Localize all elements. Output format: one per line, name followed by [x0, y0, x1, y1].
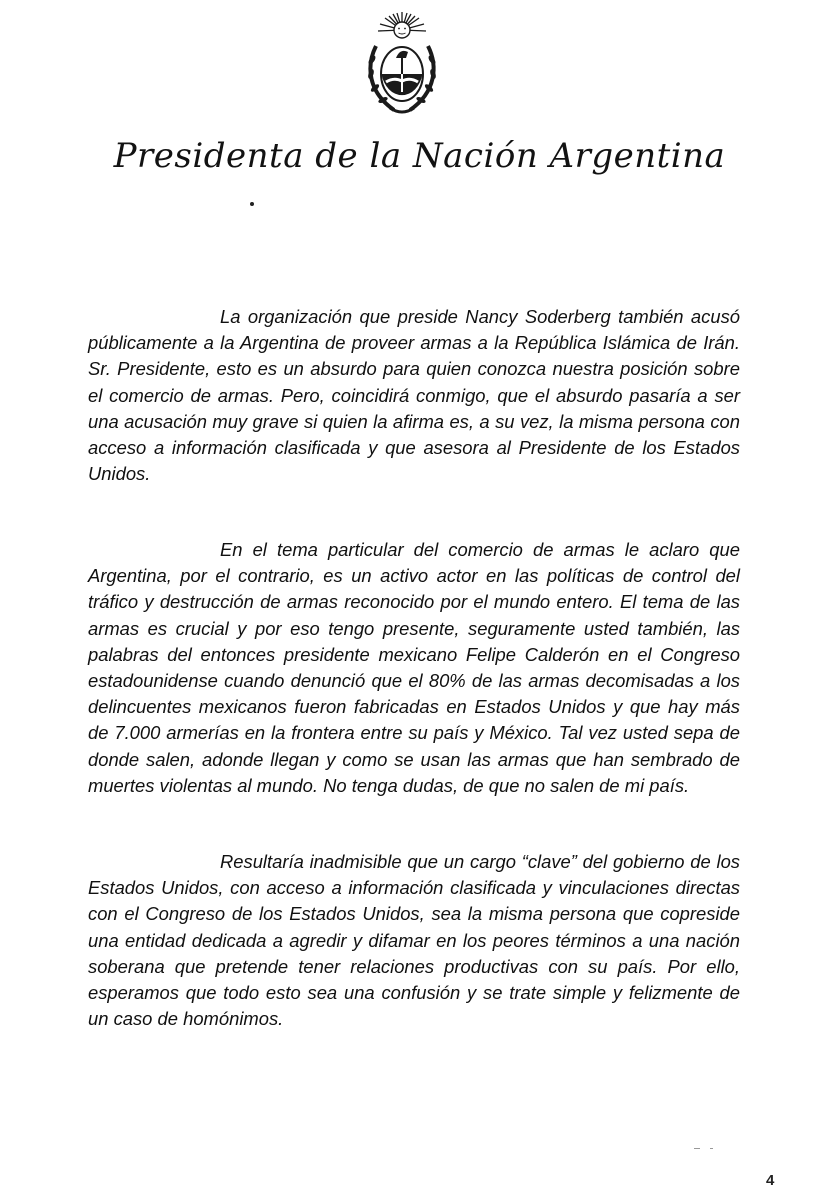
paragraph-2: En el tema particular del comercio de armas le aclaro que Argentina, por el contrario, es un activo actor en las políticas de control del tráfico y destrucción de armas reconocido por el mundo entero. El tema de las armas es crucial y por eso tengo presente, seguramente usted también, las palabras del entonces presidente mexicano Felipe Calderón en el Congreso estadounidense cuando denunció que el 80% de las armas decomisadas a los delincuentes mexicanos fueron fabricadas en Estados Unidos y que hay más de 7.000 armerías en la frontera entre su país y México. Tal vez usted sepa de donde salen, adonde llegan y como se usan las armas que han sembrado de muertes violentas al mundo. No tenga dudas, de que no salen de mi país.	[88, 539, 740, 796]
paragraph-1: La organización que preside Nancy Soderberg también acusó públicamente a la Argentina de proveer armas a la República Islámica de Irán. Sr. Presidente, esto es un absurdo para quien conozca nuestra posición sobre el comercio de armas. Pero, coincidirá conmigo, que el absurdo pasaría a ser una acusación muy grave si quien la afirma es, a su vez, la misma persona con acceso a información clasificada y que asesora al Presidente de los Estados Unidos.	[88, 306, 740, 485]
scan-mark	[694, 1148, 700, 1149]
ink-dot	[250, 202, 254, 206]
argentine-coat-of-arms-icon	[362, 10, 442, 118]
paragraph-3: Resultaría inadmisible que un cargo “clave” del gobierno de los Estados Unidos, con acceso a información clasificada y vinculaciones directas con el Congreso de los Estados Unidos, sea la misma persona que copreside una entidad dedicada a agredir y difamar en los peores términos a una nación soberana que pretende tener relaciones productivas con su país. Por ello, esperamos que todo esto sea una confusión y se trate simple y felizmente de un caso de homónimos.	[88, 851, 740, 1030]
page-number: 4	[766, 1172, 775, 1189]
scan-mark	[710, 1148, 713, 1149]
letterhead-title: Presidenta de la Nación Argentina	[113, 136, 726, 176]
